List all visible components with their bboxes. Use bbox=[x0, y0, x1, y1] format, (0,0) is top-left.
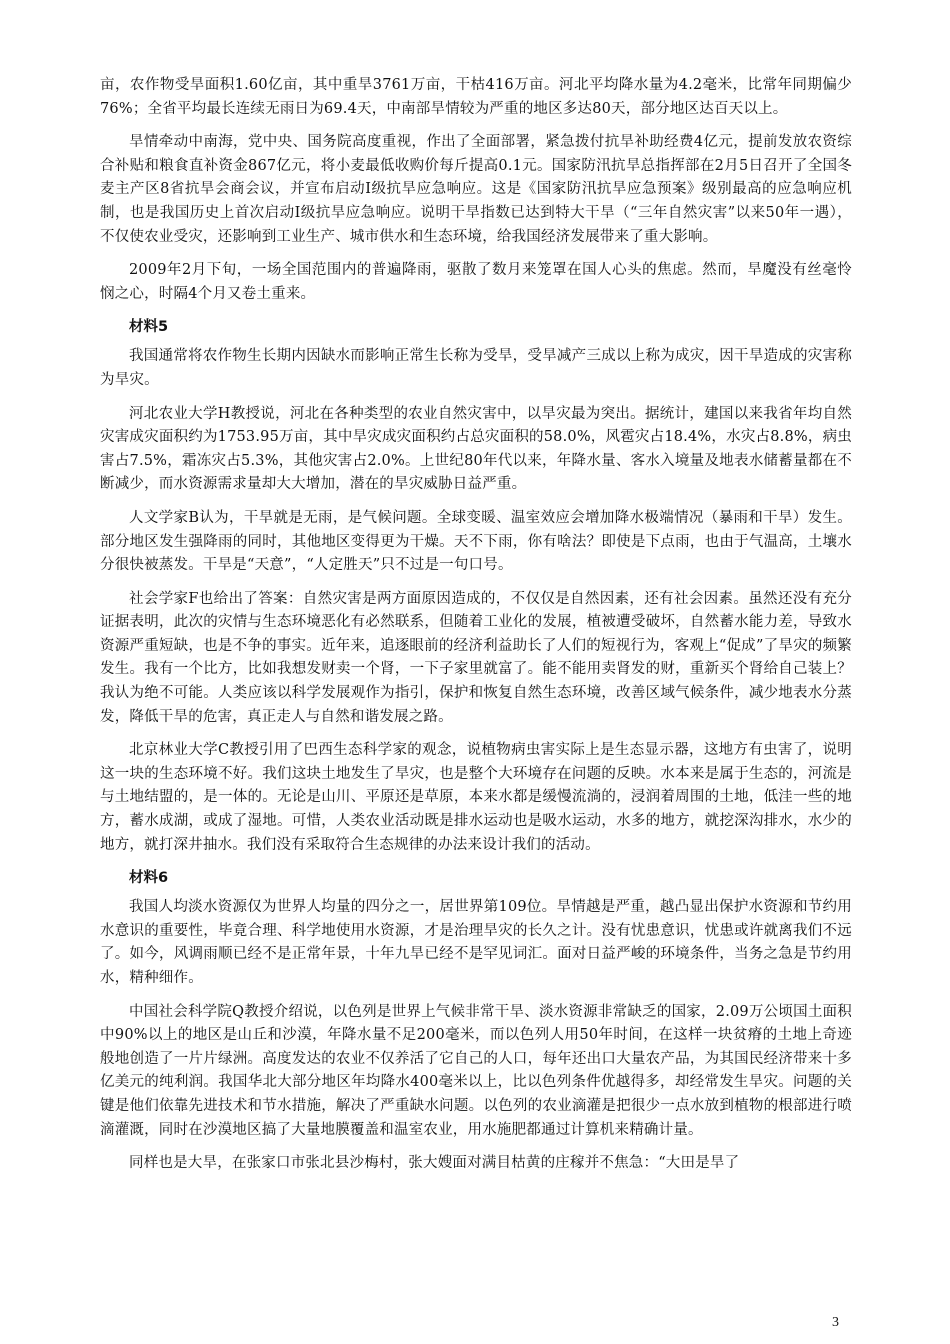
paragraph: 旱情牵动中南海，党中央、国务院高度重视，作出了全面部署，紧急拨付抗旱补助经费4亿元，提前发放农资综合补贴和粮食直补资金867亿元，将小麦最低收购价每斤提高0.1元。国家防汛抗旱总指挥部在2月5日召开了全国冬麦主产区8省抗旱会商会议，并宣布启动Ⅰ级抗旱应急响应。这是《国家防汛抗旱应急预案》级别最高的应急响应机制，也是我国历史上首次启动Ⅰ级抗旱应急响应。说明干旱指数已达到特大干旱（“三年自然灾害”以来50年一遇），不仅使农业受灾，还影响到工业生产、城市供水和生态环境，给我国经济发展带来了重大影响。 bbox=[100, 134, 852, 245]
paragraph: 我国人均淡水资源仅为世界人均量的四分之一，居世界第109位。旱情越是严重，越凸显出保护水资源和节约用水意识的重要性，毕竟合理、科学地使用水资源，才是治理旱灾的长久之计。没有忧患意识，忧患或许就离我们不远了。如今，风调雨顺已经不是正常年景，十年九旱已经不是罕见词汇。面对日益严峻的环境条件，当务之急是节约用水，精种细作。 bbox=[100, 899, 852, 986]
paragraph: 中国社会科学院Q教授介绍说，以色列是世界上气候非常干旱、淡水资源非常缺乏的国家，2.09万公顷国土面积中90%以上的地区是山丘和沙漠，年降水量不足200毫米，而以色列人用50年时间，在这样一块贫瘠的土地上奇迹般地创造了一片片绿洲。高度发达的农业不仅养活了它自己的人口，每年还出口大量农产品，为其国民经济带来十多亿美元的纯利润。我国华北大部分地区年均降水400毫米以上，比以色列条件优越得多，却经常发生旱灾。问题的关键是他们依靠先进技术和节水措施，解决了严重缺水问题。以色列的农业滴灌是把很少一点水放到植物的根部进行喷滴灌溉，同时在沙漠地区搞了大量地膜覆盖和温室农业，用水施肥都通过计算机来精确计量。 bbox=[100, 1003, 852, 1138]
document-page bbox=[100, 74, 852, 1186]
paragraph: 社会学家F也给出了答案：自然灾害是两方面原因造成的，不仅仅是自然因素，还有社会因素。虽然还没有充分证据表明，此次的灾情与生态环境恶化有必然联系，但随着工业化的发展，植被遭受破坏，自然蓄水能力差，导致水资源严重短缺，也是不争的事实。近年来，追逐眼前的经济利益助长了人们的短视行为，客观上“促成”了旱灾的频繁发生。我有一个比方，比如我想发财卖一个肾，一下子家里就富了。能不能用卖肾发的财，重新买个肾给自己装上？我认为绝不可能。人类应该以科学发展观作为指引，保护和恢复自然生态环境，改善区域气候条件，减少地表水分蒸发，降低干旱的危害，真正走人与自然和谐发展之路。 bbox=[100, 590, 852, 725]
page-number: 3 bbox=[832, 1315, 839, 1330]
section-heading-material6: 材料6 bbox=[129, 870, 169, 887]
paragraph: 河北农业大学H教授说，河北在各种类型的农业自然灾害中，以旱灾最为突出。据统计，建国以来我省年均自然灾害成灾面积约为1753.95万亩，其中旱灾成灾面积约占总灾面积的58.0%，风雹灾占18.4%，水灾占8.8%，病虫害占7.5%，霜冻灾占5.3%，其他灾害占2.0%。上世纪80年代以来，年降水量、客水入境量及地表水储蓄量都在不断减少，而水资源需求量却大大增加，潜在的旱灾威胁日益严重。 bbox=[100, 405, 852, 493]
paragraph-continuation: 亩，农作物受旱面积1.60亿亩，其中重旱3761万亩，干枯416万亩。河北平均降水量为4.2毫米，比常年同期偏少76%；全省平均最长连续无雨日为69.4天，中南部旱情较为严重的地区多达80天，部分地区达百天以上。 bbox=[100, 77, 852, 117]
section-heading-material5: 材料5 bbox=[129, 319, 169, 336]
paragraph: 2009年2月下旬，一场全国范围内的普遍降雨，驱散了数月来笼罩在国人心头的焦虑。然而，旱魔没有丝毫怜悯之心，时隔4个月又卷土重来。 bbox=[100, 262, 852, 302]
paragraph: 人文学家B认为，干旱就是无雨，是气候问题。全球变暖、温室效应会增加降水极端情况（暴雨和干旱）发生。部分地区发生强降雨的同时，其他地区变得更为干燥。天不下雨，你有啥法？即使是下点雨，也由于气温高，土壤水分很快被蒸发。干旱是“天意”，“人定胜天”只不过是一句口号。 bbox=[100, 509, 852, 574]
paragraph: 同样也是大旱，在张家口市张北县沙梅村，张大嫂面对满目枯黄的庄稼并不焦急：“大田是旱了 bbox=[129, 1155, 740, 1172]
paragraph: 我国通常将农作物生长期内因缺水而影响正常生长称为受旱，受旱减产三成以上称为成灾，因干旱造成的灾害称为旱灾。 bbox=[100, 348, 852, 388]
paragraph: 北京林业大学C教授引用了巴西生态科学家的观念，说植物病虫害实际上是生态显示器，这地方有虫害了，说明这一块的生态环境不好。我们这块土地发生了旱灾，也是整个大环境存在问题的反映。水本来是属于生态的，河流是与土地结盟的，是一体的。无论是山川、平原还是草原，本来水都是缓慢流淌的，浸润着周围的土地，低洼一些的地方，蓄水成湖，或成了湿地。可惜，人类农业活动既是排水运动也是吸水运动，水多的地方，就挖深沟排水，水少的地方，就打深井抽水。我们没有采取符合生态规律的办法来设计我们的活动。 bbox=[100, 742, 852, 853]
